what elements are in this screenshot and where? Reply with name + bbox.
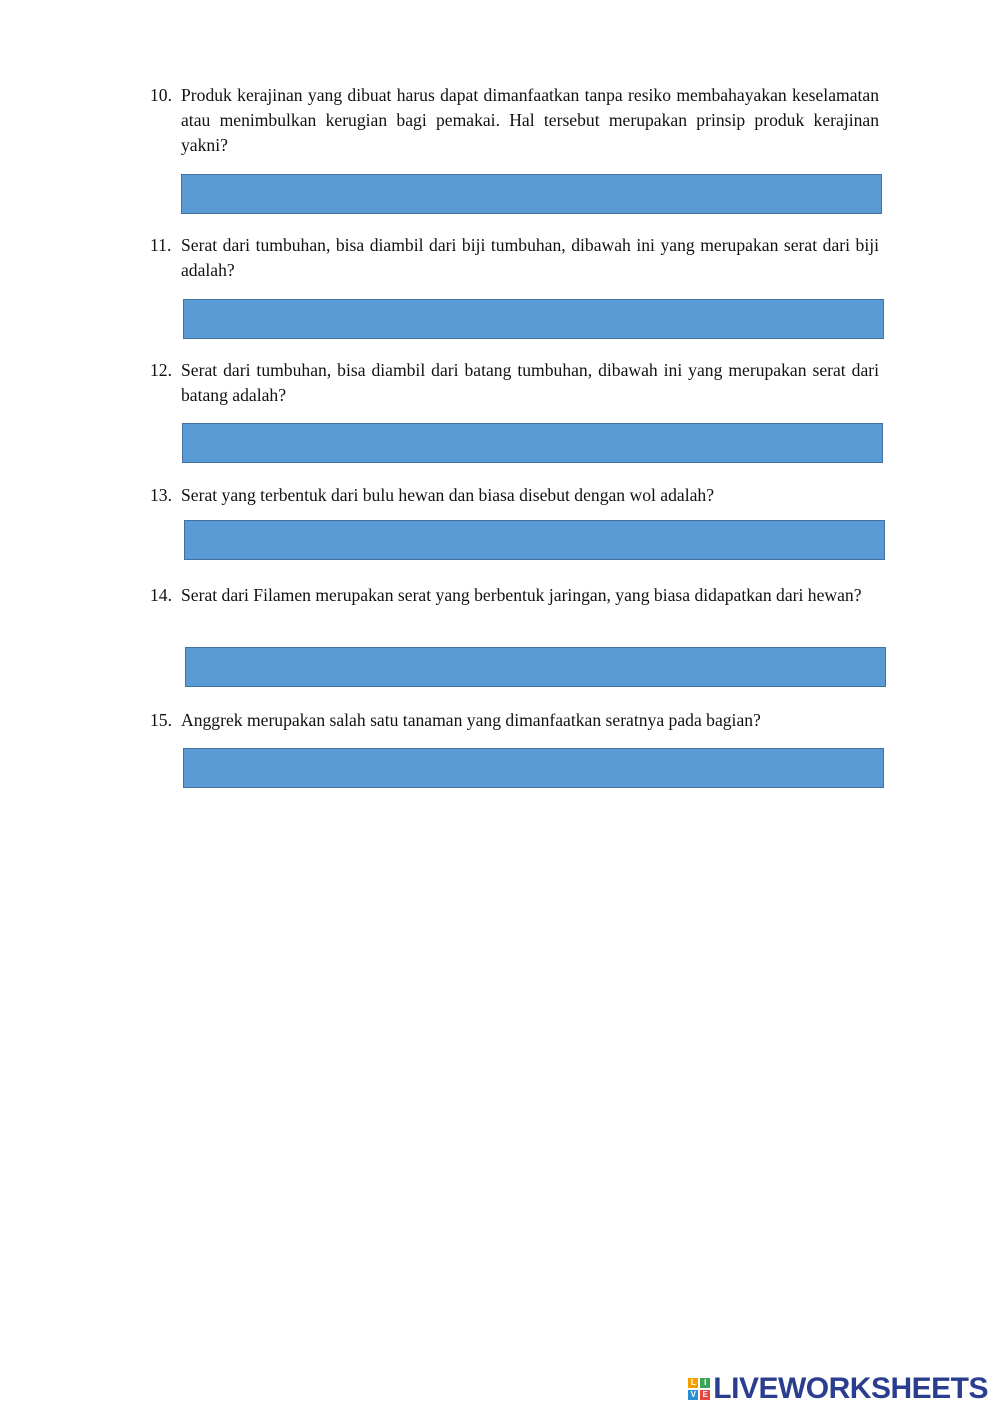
question-10 xyxy=(150,83,879,158)
brand-name: LIVEWORKSHEETS xyxy=(713,1372,988,1405)
answer-box-15[interactable] xyxy=(183,748,884,788)
question-text: Serat dari tumbuhan, bisa diambil dari batang tumbuhan, dibawah ini yang merupakan serat dari batang adalah? xyxy=(181,360,879,405)
logo-letter: L xyxy=(688,1378,698,1388)
question-text: Anggrek merupakan salah satu tanaman yang dimanfaatkan seratnya pada bagian? xyxy=(181,710,761,730)
logo-letter: E xyxy=(700,1390,710,1400)
question-11 xyxy=(150,233,879,283)
question-number: 11. xyxy=(150,235,172,255)
question-text: Serat yang terbentuk dari bulu hewan dan biasa disebut dengan wol adalah? xyxy=(181,485,715,505)
question-number: 14. xyxy=(150,585,172,605)
question-14 xyxy=(150,583,879,608)
logo-letter: I xyxy=(700,1378,710,1388)
question-number: 10. xyxy=(150,85,172,105)
logo-letter: V xyxy=(688,1390,698,1400)
question-text: Produk kerajinan yang dibuat harus dapat dimanfaatkan tanpa resiko membahayakan keselamatan atau menimbulkan kerugian bagi pemakai. Hal tersebut merupakan prinsip produk kerajinan yakni? xyxy=(181,85,879,155)
answer-box-10[interactable] xyxy=(181,174,882,214)
question-text: Serat dari tumbuhan, bisa diambil dari biji tumbuhan, dibawah ini yang merupakan serat dari biji adalah? xyxy=(181,235,879,280)
question-13 xyxy=(150,483,879,508)
answer-box-12[interactable] xyxy=(182,423,883,463)
question-number: 12. xyxy=(150,360,172,380)
question-text: Serat dari Filamen merupakan serat yang berbentuk jaringan, yang biasa didapatkan dari hewan? xyxy=(181,585,862,605)
answer-box-13[interactable] xyxy=(184,520,885,560)
question-number: 13. xyxy=(150,485,172,505)
liveworksheets-logo-icon xyxy=(688,1378,710,1400)
question-15 xyxy=(150,708,879,733)
question-number: 15. xyxy=(150,710,172,730)
answer-box-11[interactable] xyxy=(183,299,884,339)
question-12 xyxy=(150,358,879,408)
answer-box-14[interactable] xyxy=(185,647,886,687)
liveworksheets-brand xyxy=(688,1372,988,1406)
